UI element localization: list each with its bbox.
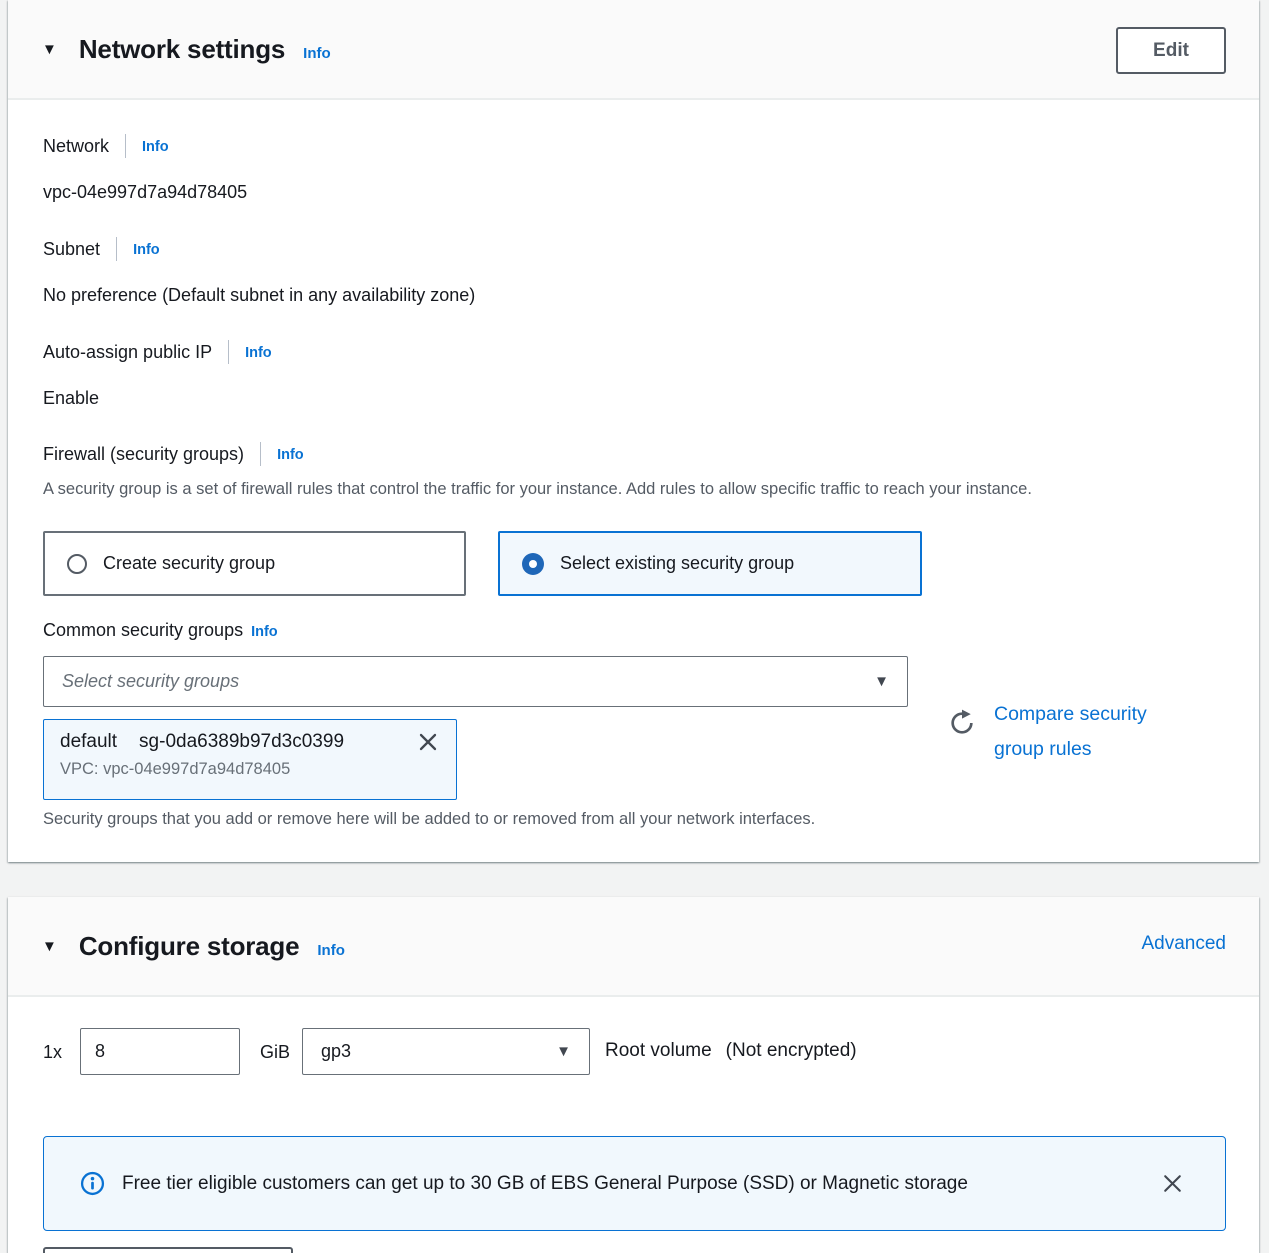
configure-storage-title: Configure storage [78,930,300,961]
network-settings-info-link[interactable]: Info [303,44,331,62]
free-tier-banner-text: Free tier eligible customers can get up to 30 GB of EBS General Purpose (SSD) or Magnetic storage [122,1172,968,1194]
edit-button[interactable]: Edit [1116,27,1226,74]
volume-type-select[interactable] [302,1028,590,1075]
firewall-label-row [43,442,304,466]
chevron-down-icon[interactable]: ▼ [874,673,889,690]
auto-assign-ip-label-row [43,340,272,364]
firewall-label: Firewall (security groups) [43,443,245,464]
common-security-groups-label-row [43,620,278,641]
volume-type-value: gp3 [321,1041,352,1061]
select-existing-security-group-label: Select existing security group [560,553,795,573]
subnet-label: Subnet [43,238,101,259]
firewall-description: A security group is a set of firewall rules that control the traffic for your instance. Add rules to allow specific traffic to reach your instance. [43,480,1032,498]
configure-storage-section [8,897,1259,1253]
network-field-label-row [43,134,169,158]
remove-security-group-icon[interactable] [416,730,440,754]
refresh-button[interactable] [948,709,976,767]
network-info-link[interactable]: Info [142,139,169,155]
common-security-groups-label: Common security groups [43,620,244,640]
label-divider [260,442,261,466]
compare-security-group-rules-link[interactable]: Compare security group rules [994,703,1147,760]
create-security-group-label: Create security group [103,553,276,573]
compare-security-group-rules [948,697,1178,767]
configure-storage-info-link[interactable]: Info [317,941,345,959]
volume-description [605,1040,857,1062]
network-settings-header [8,0,1259,100]
security-group-id: sg-0da6389b97d3c0399 [139,731,345,752]
volume-size-input[interactable] [80,1028,240,1075]
network-settings-section [8,0,1259,862]
subnet-field-label-row [43,237,160,261]
select-existing-security-group-option[interactable] [498,531,922,596]
banner-close-icon[interactable] [1160,1171,1185,1196]
subnet-value: No preference (Default subnet in any availability zone) [43,285,476,305]
create-security-group-option[interactable] [43,531,466,596]
label-divider [125,134,126,158]
refresh-icon [948,709,976,737]
security-group-name: default [60,731,118,752]
security-groups-select[interactable] [43,656,908,707]
auto-assign-ip-info-link[interactable]: Info [245,345,272,361]
firewall-info-link[interactable]: Info [277,447,304,463]
common-security-groups-info-link[interactable]: Info [251,623,278,640]
advanced-link[interactable]: Advanced [1141,933,1226,954]
network-settings-title: Network settings [78,33,286,64]
label-divider [228,340,229,364]
security-groups-note: Security groups that you add or remove here will be added to or removed from all your network interfaces. [43,810,816,828]
configure-storage-header [8,897,1259,997]
network-label: Network [43,135,110,156]
network-value: vpc-04e997d7a94d78405 [43,182,248,202]
security-group-token [43,719,457,800]
info-circle-icon [80,1171,105,1196]
volume-multiplier-label: 1x [43,1042,63,1062]
collapse-caret-icon[interactable]: ▼ [42,937,57,955]
radio-unchecked-icon[interactable] [67,554,87,574]
collapse-caret-icon[interactable]: ▼ [42,40,57,58]
root-volume-label: Root volume [605,1040,712,1061]
auto-assign-ip-label: Auto-assign public IP [43,341,213,362]
security-group-vpc: VPC: vpc-04e997d7a94d78405 [60,760,291,778]
free-tier-info-banner [43,1136,1226,1231]
subnet-info-link[interactable]: Info [133,242,160,258]
encryption-status: (Not encrypted) [725,1040,857,1061]
label-divider [116,237,117,261]
volume-unit-label: GiB [260,1042,291,1062]
radio-checked-icon[interactable] [522,553,544,575]
security-groups-select-placeholder: Select security groups [62,671,240,691]
auto-assign-ip-value: Enable [43,388,100,408]
add-volume-button[interactable] [43,1247,293,1253]
chevron-down-icon[interactable]: ▼ [556,1043,571,1060]
